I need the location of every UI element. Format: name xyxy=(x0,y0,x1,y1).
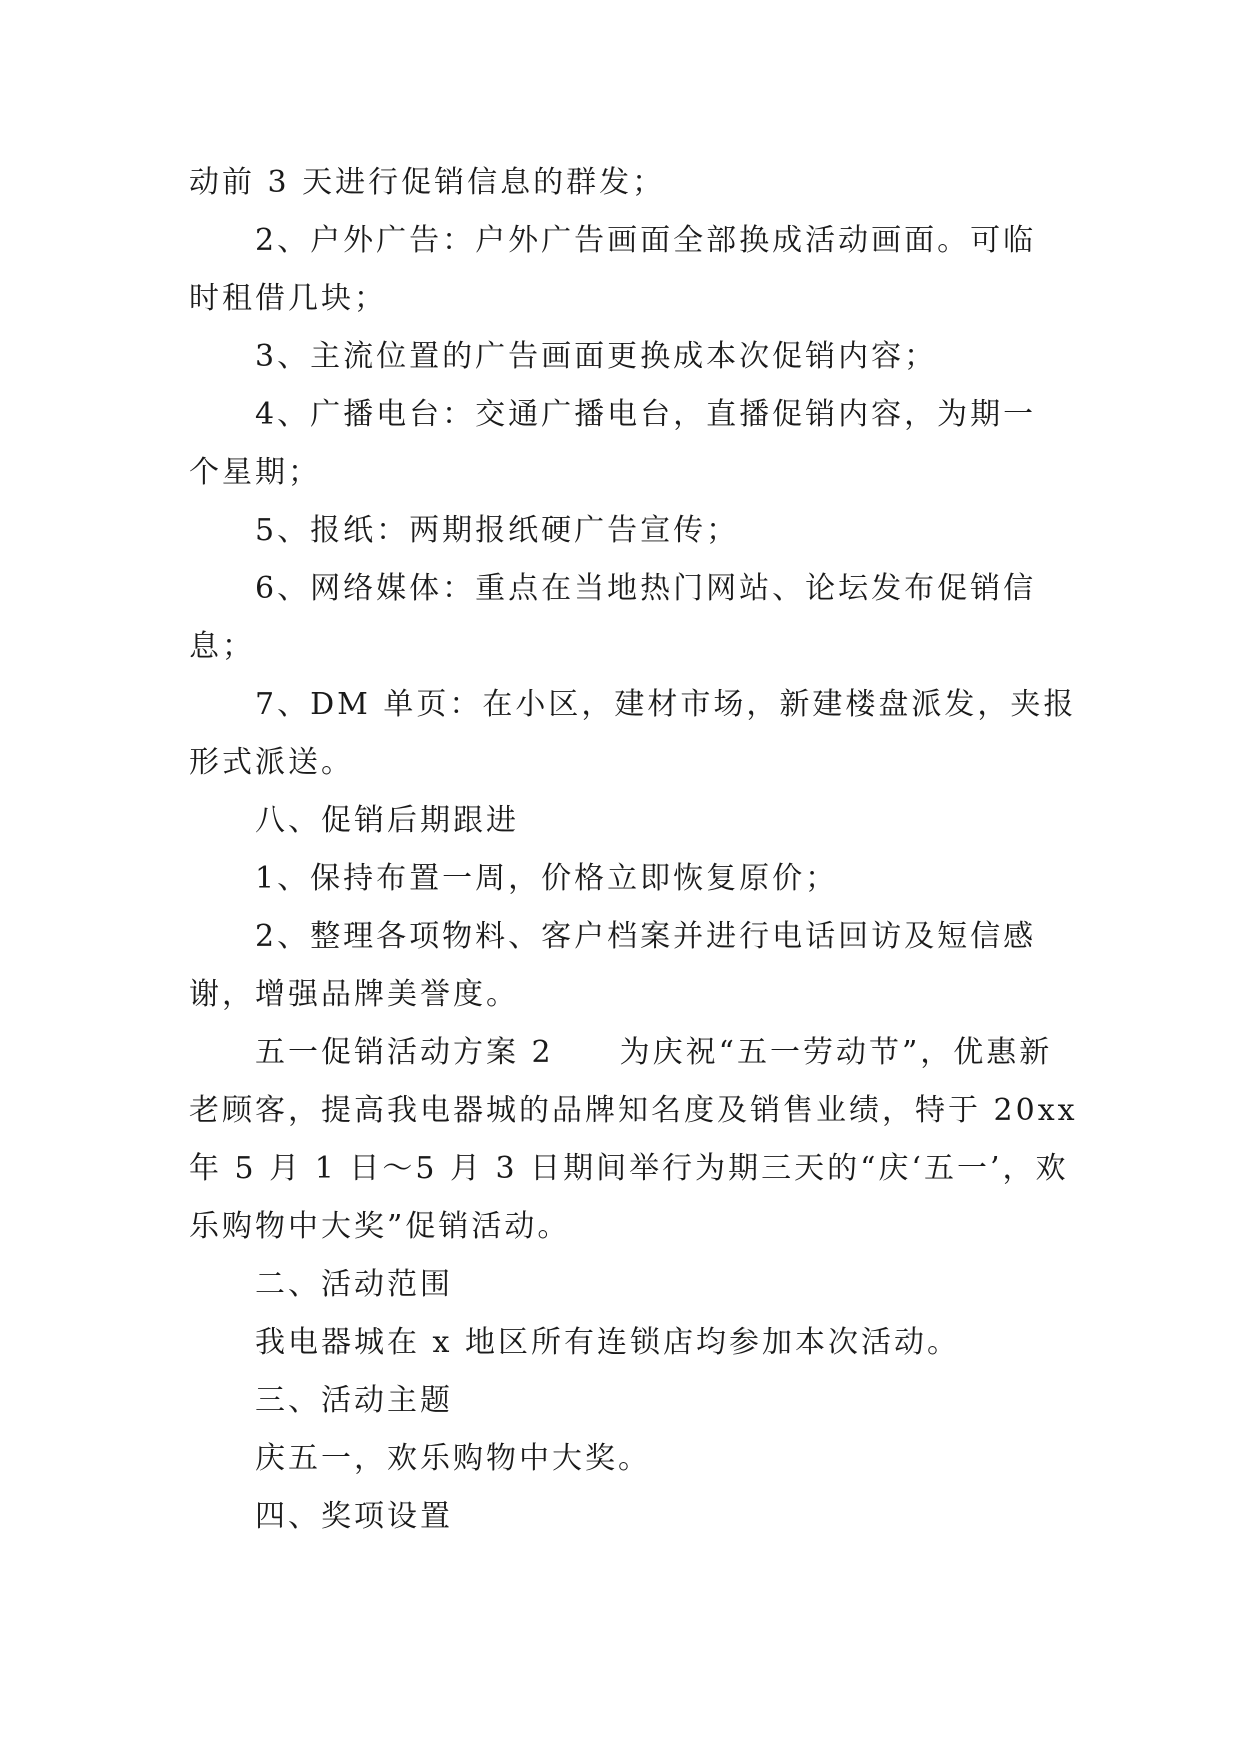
text-line: 老顾客，提高我电器城的品牌知名度及销售业绩，特于 20xx xyxy=(189,1093,1078,1128)
text-line: 5、报纸：两期报纸硬广告宣传； xyxy=(255,513,740,548)
text-line: 年 5 月 1 日～5 月 3 日期间举行为期三天的“庆‘五一’，欢 xyxy=(189,1151,1069,1186)
text-line: 我电器城在 x 地区所有连锁店均参加本次活动。 xyxy=(255,1325,960,1360)
text-line: 时租借几块； xyxy=(189,281,387,316)
section-heading: 四、奖项设置 xyxy=(255,1499,453,1534)
text-line: 息； xyxy=(189,629,255,664)
text-line: 2、户外广告：户外广告画面全部换成活动画面。可临 xyxy=(255,223,1037,258)
text-line: 6、网络媒体：重点在当地热门网站、论坛发布促销信 xyxy=(255,571,1037,606)
text-line: 动前 3 天进行促销信息的群发； xyxy=(189,165,666,200)
text-line: 3、主流位置的广告画面更换成本次促销内容； xyxy=(255,339,938,374)
text-line: 7、DM 单页：在小区，建材市场，新建楼盘派发，夹报 xyxy=(255,687,1077,722)
text-line: 五一促销活动方案 2 为庆祝“五一劳动节”，优惠新 xyxy=(255,1035,1053,1070)
section-heading: 八、促销后期跟进 xyxy=(255,803,519,838)
text-line: 2、整理各项物料、客户档案并进行电话回访及短信感 xyxy=(255,919,1037,954)
text-line: 形式派送。 xyxy=(189,745,354,780)
section-heading: 三、活动主题 xyxy=(255,1383,453,1418)
text-line: 个星期； xyxy=(189,455,321,490)
text-line: 谢，增强品牌美誉度。 xyxy=(189,977,519,1012)
text-line: 庆五一，欢乐购物中大奖。 xyxy=(255,1441,651,1476)
text-line: 乐购物中大奖”促销活动。 xyxy=(189,1209,571,1244)
text-line: 1、保持布置一周，价格立即恢复原价； xyxy=(255,861,839,896)
section-heading: 二、活动范围 xyxy=(255,1267,453,1302)
text-line: 4、广播电台：交通广播电台，直播促销内容，为期一 xyxy=(255,397,1037,432)
